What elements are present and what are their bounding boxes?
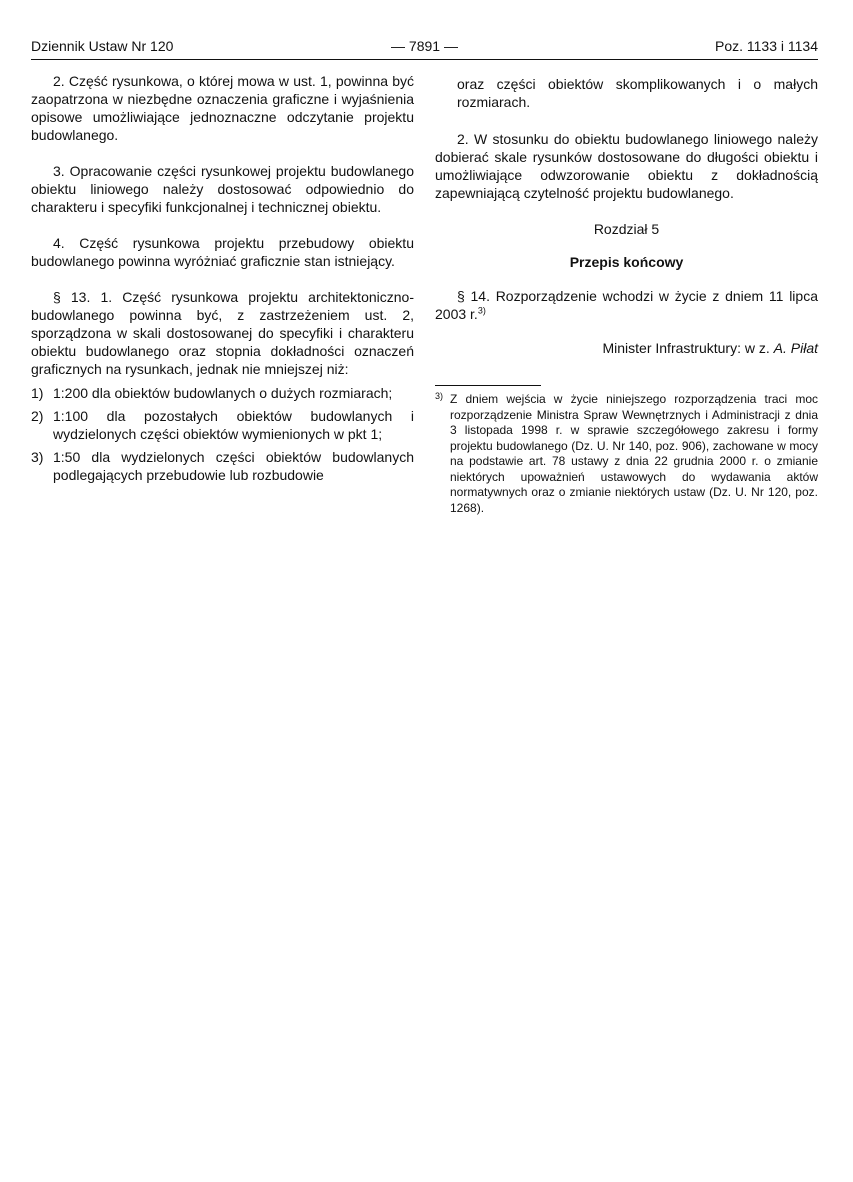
list-item-number: 3): [31, 449, 44, 465]
list-item-text: 1:100 dla pozostałych obiektów budowlanych i wydzielonych części obiektów wymienionych w pkt 1;: [53, 408, 414, 442]
footnote-divider: [435, 385, 541, 386]
signature-name: A. Piłat: [773, 340, 818, 356]
chapter-heading: Rozdział 5: [593, 221, 660, 237]
paragraph-13-2: 2. W stosunku do obiektu budowlanego liniowego należy dobierać skale rysunków dostosowane do długości obiektu i umożliwiające odwzorowanie obiektu z dokładnością zapewniającą czytelność projektu budowlanego.: [435, 131, 818, 201]
list-item-text: 1:50 dla wydzielonych części obiektów budowlanych podlegających przebudowie lub rozbudowie: [53, 449, 414, 483]
page-number: — 7891 —: [391, 38, 458, 54]
left-column: [31, 72, 414, 489]
footnote: [435, 392, 818, 516]
page-header: [31, 37, 818, 60]
paragraph-12-4: 4. Część rysunkowa projektu przebudowy obiektu budowlanego powinna wyróżniać graficznie stan istniejący.: [31, 235, 414, 269]
section-13: § 13. 1. Część rysunkowa projektu architektoniczno-budowlanego powinna być, z zastrzeżeniem ust. 2, sporządzona w skali dostosowanej do specyfiki i charakteru obiektu budowlanego oraz stopnia dokładności oznaczeń graficznych na rysunkach, jednak nie mniejszej niż:: [31, 289, 414, 377]
position-numbers: Poz. 1133 i 1134: [714, 38, 818, 54]
section-14-text: § 14. Rozporządzenie wchodzi w życie z dniem 11 lipca 2003 r.: [435, 288, 818, 322]
paragraph-12-2: 2. Część rysunkowa, o której mowa w ust. 1, powinna być zaopatrzona w niezbędne oznaczenia graficzne i wyjaśnienia opisowe umożliwiające jednoznaczne odczytanie projektu budowlanego.: [31, 73, 414, 143]
chapter-title: Przepis końcowy: [569, 254, 684, 270]
list-item-number: 1): [31, 385, 44, 401]
list-item-number: 2): [31, 408, 44, 424]
scale-list: [31, 384, 414, 484]
list-item: [31, 407, 414, 443]
footnote-text: Z dniem wejścia w życie niniejszego rozporządzenia traci moc rozporządzenie Ministra Spraw Wewnętrznych i Administracji z dnia 3 listopada 1998 r. w sprawie szczegółowego zakresu i formy projektu budowlanego (Dz. U. Nr 140, poz. 906), zachowane w mocy na podstawie art. 78 ustawy z dnia 22 grudnia 2000 r. o zmianie niektórych upoważnień ustawowych do wydawania aktów normatywnych oraz o zmianie niektórych ustaw (Dz. U. Nr 120, poz. 1268).: [450, 392, 818, 515]
signature-title: Minister Infrastruktury: w z.: [602, 340, 770, 356]
footnote-reference: 3): [477, 305, 486, 316]
section-14: [435, 287, 818, 323]
signature: [435, 339, 818, 357]
footnote-mark: 3): [435, 391, 444, 401]
list-item: [31, 448, 414, 484]
right-column: [435, 75, 818, 516]
journal-title: Dziennik Ustaw Nr 120: [31, 38, 174, 54]
list-item: [31, 384, 414, 402]
list-item-text: 1:200 dla obiektów budowlanych o dużych rozmiarach;: [53, 385, 393, 401]
list-continuation: oraz części obiektów skomplikowanych i o małych rozmiarach.: [457, 76, 818, 110]
paragraph-12-3: 3. Opracowanie części rysunkowej projektu budowlanego obiektu liniowego należy dostosować odpowiednio do charakteru i specyfiki funkcjonalnej i technicznej obiektu.: [31, 163, 414, 215]
